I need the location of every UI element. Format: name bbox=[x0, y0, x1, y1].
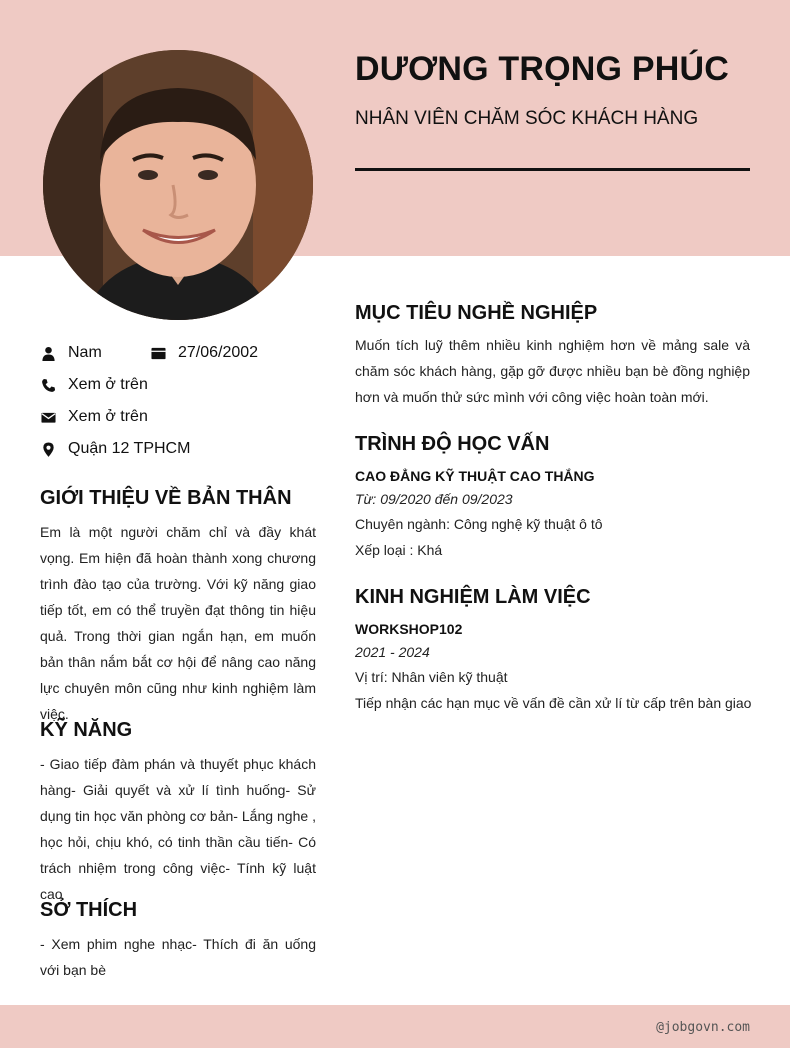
title-divider bbox=[355, 168, 750, 171]
experience-position: Vị trí: Nhân viên kỹ thuật bbox=[355, 669, 508, 685]
phone-text: Xem ở trên bbox=[68, 376, 148, 393]
address-text: Quận 12 TPHCM bbox=[68, 440, 191, 457]
education-title: TRÌNH ĐỘ HỌC VẤN bbox=[355, 433, 550, 455]
objective-title: MỤC TIÊU NGHỀ NGHIỆP bbox=[355, 302, 598, 324]
footer-watermark[interactable]: @jobgovn.com bbox=[656, 1020, 750, 1035]
contact-address bbox=[40, 439, 190, 459]
job-title: NHÂN VIÊN CHĂM SÓC KHÁCH HÀNG bbox=[355, 108, 699, 129]
birthday-text: 27/06/2002 bbox=[178, 344, 259, 361]
skills-text: - Giao tiếp đàm phán và thuyết phục khách hàng- Giải quyết và xử lí tình huống- Sử dụng tin học văn phòng cơ bản- Lắng nghe , học hỏi, chịu khó, có tinh thần cầu tiến- Có trách nhiệm trong công việc- Tính kỹ luật cao bbox=[40, 756, 316, 902]
contact-phone[interactable] bbox=[40, 375, 148, 395]
profile-photo-illustration bbox=[43, 50, 313, 320]
education-period: Từ: 09/2020 đến 09/2023 bbox=[355, 491, 513, 507]
email-text: Xem ở trên bbox=[68, 408, 148, 425]
experience-company: WORKSHOP102 bbox=[355, 621, 463, 637]
education-major: Chuyên ngành: Công nghệ kỹ thuật ô tô bbox=[355, 516, 603, 532]
gender-text: Nam bbox=[68, 344, 102, 361]
contact-email[interactable] bbox=[40, 407, 148, 427]
calendar-icon bbox=[150, 345, 166, 361]
contact-gender bbox=[40, 343, 102, 363]
experience-title: KINH NGHIỆM LÀM VIỆC bbox=[355, 586, 591, 608]
about-title: GIỚI THIỆU VỀ BẢN THÂN bbox=[40, 487, 292, 509]
contact-birthday bbox=[150, 343, 258, 363]
profile-photo bbox=[43, 50, 313, 320]
hobbies-text: - Xem phim nghe nhạc- Thích đi ăn uống với bạn bè bbox=[40, 936, 316, 978]
education-school: CAO ĐẲNG KỸ THUẬT CAO THẮNG bbox=[355, 468, 595, 484]
hobbies-title: SỞ THÍCH bbox=[40, 899, 138, 921]
skills-title: KỸ NĂNG bbox=[40, 719, 133, 741]
candidate-name: DƯƠNG TRỌNG PHÚC bbox=[355, 50, 729, 88]
person-icon bbox=[40, 345, 56, 361]
location-pin-icon bbox=[40, 441, 56, 457]
mail-icon bbox=[40, 409, 56, 425]
about-text: Em là một người chăm chỉ và đầy khát vọng. Em hiện đã hoàn thành xong chương trình đào tạo của trường. Với kỹ năng giao tiếp tốt, em có thể truyền đạt thông tin hiệu quả. Trong thời gian ngắn hạn, em muốn bản thân nắm bắt cơ hội để nâng cao năng lực chuyên môn cũng như kinh nghiệm làm việc. bbox=[40, 524, 316, 722]
education-rank: Xếp loại : Khá bbox=[355, 542, 443, 558]
phone-icon bbox=[40, 377, 56, 393]
experience-period: 2021 - 2024 bbox=[355, 644, 430, 660]
experience-description: Tiếp nhận các hạn mục về vấn đề cần xử lí từ cấp trên bàn giao bbox=[355, 695, 752, 711]
objective-text: Muốn tích luỹ thêm nhiều kinh nghiệm hơn về mảng sale và chăm sóc khách hàng, gặp gỡ được nhiều bạn bè đồng nghiệp hơn và muốn thử sức mình với công việc hoàn toàn mới. bbox=[355, 337, 750, 405]
